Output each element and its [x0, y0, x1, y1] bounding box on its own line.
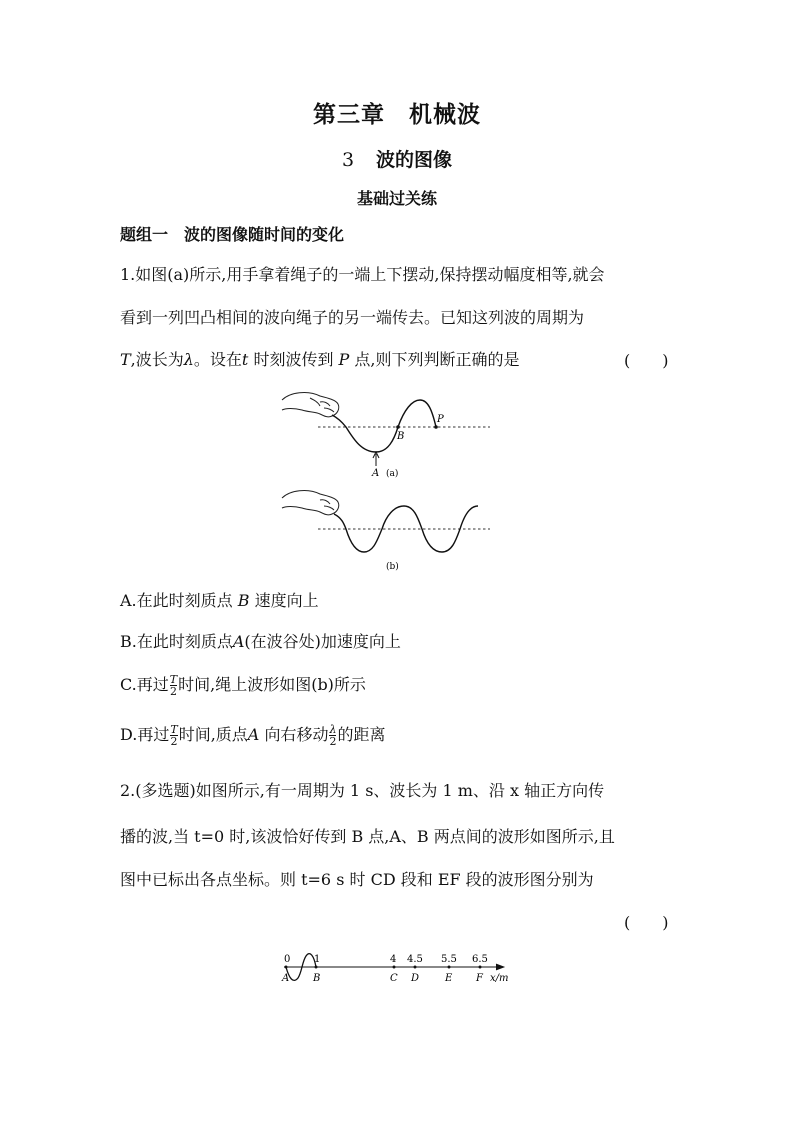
- frac-den: 2: [170, 735, 178, 748]
- point-label-F: F: [476, 973, 483, 984]
- option-B-pre: B.在此时刻质点: [120, 632, 233, 651]
- frac-num: T: [169, 673, 178, 686]
- option-D-mid: 时间,质点: [178, 725, 248, 744]
- option-B-var: A: [232, 632, 245, 651]
- point-label-A: A: [282, 973, 290, 984]
- option-D[interactable]: [120, 722, 385, 747]
- option-A-var: B: [237, 591, 250, 610]
- point-C-q2: [393, 966, 396, 969]
- option-C-post: 时间,绳上波形如图(b)所示: [178, 675, 366, 694]
- tick-label-4: 4: [390, 954, 397, 965]
- q1-line3: [120, 348, 675, 372]
- caption-a: (a): [386, 469, 399, 479]
- chapter-title: 第三章 机械波: [313, 102, 481, 128]
- lesson-number: 3: [341, 149, 355, 171]
- option-D-pre: D.再过: [120, 725, 170, 744]
- section-title: 波的图像随时间的变化: [184, 225, 345, 244]
- point-label-D: D: [411, 973, 420, 984]
- var-lambda: λ: [183, 350, 194, 369]
- lesson-name: 波的图像: [376, 149, 453, 171]
- point-B-q2: [315, 966, 318, 969]
- fraction-T-over-2: [170, 674, 177, 697]
- option-D-post: 的距离: [337, 725, 386, 744]
- tick-label-1: 1: [314, 954, 321, 965]
- option-A-pre: A.在此时刻质点: [120, 591, 238, 610]
- frac-den: 2: [329, 735, 337, 748]
- q1-line2: 看到一列凹凸相间的波向绳子的另一端传去。已知这列波的周期为: [120, 308, 585, 327]
- label-B: B: [397, 431, 405, 442]
- hand-icon-b: [282, 491, 339, 515]
- subtitle: 基础过关练: [356, 189, 437, 208]
- point-E-q2: [448, 966, 451, 969]
- tick-label-6-5: 6.5: [472, 954, 488, 965]
- figure-b: [280, 488, 520, 578]
- label-P: P: [437, 414, 444, 425]
- var-P: P: [338, 350, 350, 369]
- q1-text-d: 。设在: [193, 350, 242, 369]
- section-label: 题组一: [120, 225, 169, 244]
- point-D-q2: [414, 966, 417, 969]
- option-C-pre: C.再过: [120, 675, 169, 694]
- q1-line1: 1.如图(a)所示,用手拿着绳子的一端上下摆动,保持摆动幅度相等,就会: [120, 265, 605, 284]
- tick-label-5-5: 5.5: [441, 954, 457, 965]
- option-D-mid2: 向右移动: [259, 725, 329, 744]
- option-C[interactable]: [120, 672, 366, 697]
- x-axis-arrow: [496, 964, 504, 970]
- axis-unit-label: x/m: [490, 973, 509, 984]
- fraction-T-over-2: [170, 724, 177, 747]
- option-A-post: 速度向上: [249, 591, 319, 610]
- fraction-lambda-over-2: [329, 724, 336, 747]
- option-D-var: A: [247, 725, 260, 744]
- point-A-q2: [285, 966, 288, 969]
- hand-icon-a: [282, 393, 339, 417]
- point-label-C: C: [390, 973, 398, 984]
- section-heading: [120, 222, 344, 245]
- option-A[interactable]: [120, 588, 319, 611]
- figure-a: [280, 388, 520, 488]
- point-label-B: B: [313, 973, 321, 984]
- figure-q2-axis: [276, 948, 526, 990]
- point-label-E: E: [445, 973, 453, 984]
- q1-text-f: 时刻波传到: [248, 350, 339, 369]
- tick-label-4-5: 4.5: [407, 954, 423, 965]
- q2-line2: 播的波,当 t=0 时,该波恰好传到 B 点,A、B 两点间的波形如图所示,且: [120, 827, 615, 846]
- wave-a: [332, 400, 436, 452]
- lesson-title: [0, 145, 794, 172]
- q2-line1: 2.(多选题)如图所示,有一周期为 1 s、波长为 1 m、沿 x 轴正方向传: [120, 781, 605, 800]
- point-F-q2: [479, 966, 482, 969]
- var-t: t: [241, 350, 249, 369]
- frac-den: 2: [169, 685, 177, 698]
- q1-text-h: 点,则下列判断正确的是: [349, 350, 520, 369]
- q2-line3: 图中已标出各点坐标。则 t=6 s 时 CD 段和 EF 段的波形图分别为: [120, 870, 594, 889]
- q1-answer-bracket: ( ): [624, 351, 669, 370]
- label-A: A: [372, 468, 380, 479]
- q1-text-b: ,波长为: [130, 350, 184, 369]
- caption-b: (b): [386, 562, 399, 572]
- option-B-post: (在波谷处)加速度向上: [244, 632, 401, 651]
- wave-b: [334, 506, 478, 552]
- frac-num: λ: [329, 723, 337, 736]
- point-B: [396, 425, 400, 429]
- var-T: T: [120, 350, 131, 369]
- frac-num: T: [170, 723, 178, 736]
- point-P: [434, 425, 438, 429]
- option-B[interactable]: [120, 629, 401, 652]
- q2-answer-bracket: ( ): [624, 913, 669, 932]
- tick-label-0: 0: [284, 954, 291, 965]
